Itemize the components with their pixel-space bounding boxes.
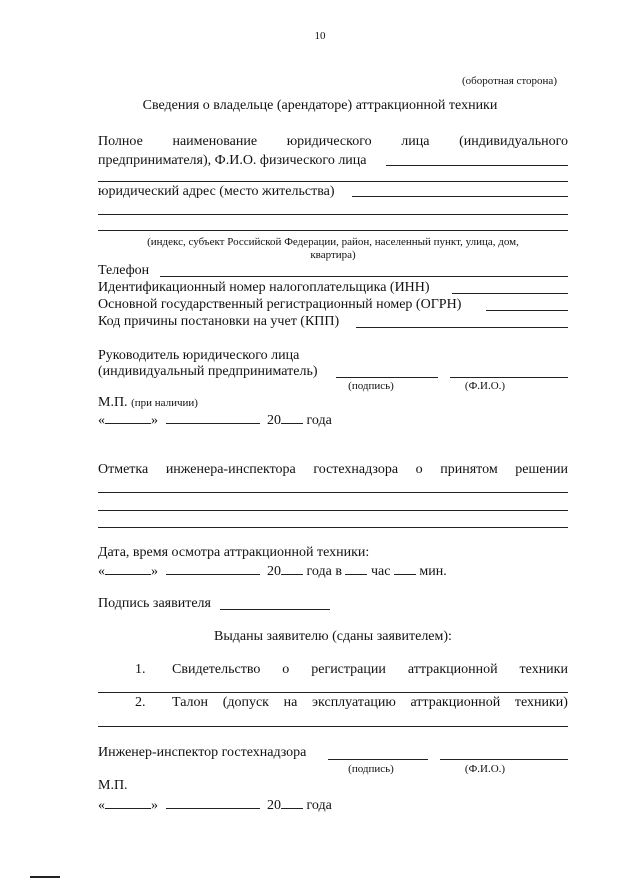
reverse-side-note: (оборотная сторона) (462, 75, 557, 87)
inspector-label: Инженер-инспектор гостехнадзора (98, 745, 307, 760)
stamp-2-date-line: « » 20 года (98, 798, 332, 813)
address-hint: (индекс, субъект Российской Федерации, район, населенный пункт, улица, дом, (147, 236, 519, 248)
inspection-minute-field[interactable] (394, 563, 416, 575)
ogrn-label: Основной государственный регистрационный номер (ОГРН) (98, 297, 462, 312)
kpp-field[interactable] (356, 327, 568, 328)
phone-field[interactable] (160, 276, 568, 277)
section-heading: Сведения о владельце (арендаторе) аттракционной техники (142, 98, 498, 113)
inspector-signature-caption: (подпись) (348, 763, 394, 775)
owner-name-label-line2: предпринимателя), Ф.И.О. физического лица (98, 153, 367, 168)
owner-name-label-line1: Полное наименование юридического лица (индивидуального (98, 134, 568, 149)
stamp-date-line: « » 20 года (98, 413, 332, 428)
legal-address-label: юридический адрес (место жительства) (98, 184, 335, 199)
inspector-fio-caption: (Ф.И.О.) (464, 763, 506, 775)
head-label-line1: Руководитель юридического лица (98, 348, 300, 363)
inspection-hour-field[interactable] (345, 563, 367, 575)
applicant-signature-label: Подпись заявителя (98, 596, 211, 611)
stamp-2-day-field[interactable] (105, 797, 151, 809)
inspector-mark-field-line2[interactable] (98, 510, 568, 511)
ogrn-field[interactable] (486, 310, 568, 311)
issued-item-1-number: 1. (135, 662, 146, 677)
inspector-fio-field[interactable] (440, 759, 568, 760)
address-hint-line2: квартира) (310, 249, 356, 261)
inn-field[interactable] (452, 293, 568, 294)
stamp-2-year-field[interactable] (281, 797, 303, 809)
inspection-day-field[interactable] (105, 563, 151, 575)
stamp-2-label: М.П. (98, 778, 128, 793)
inspector-mark-field-line3[interactable] (98, 527, 568, 528)
head-fio-caption: (Ф.И.О.) (464, 380, 506, 392)
owner-name-field-line2[interactable] (98, 181, 568, 182)
inspection-year-field[interactable] (281, 563, 303, 575)
head-signature-caption: (подпись) (348, 380, 394, 392)
inspection-month-field[interactable] (166, 563, 260, 575)
stamp-day-field[interactable] (105, 412, 151, 424)
legal-address-field-line3[interactable] (98, 230, 568, 231)
scan-edge-mark (30, 876, 60, 878)
kpp-label: Код причины постановки на учет (КПП) (98, 314, 340, 329)
issued-item-1-text: Свидетельство о регистрации аттракционной техники (172, 662, 568, 677)
issued-item-2-field[interactable] (98, 726, 568, 727)
inspection-datetime-label: Дата, время осмотра аттракционной техники: (98, 545, 370, 560)
inspection-date-line: « » 20 года в час мин. (98, 564, 447, 579)
legal-address-field-line2[interactable] (98, 214, 568, 215)
head-label-line2: (индивидуальный предприниматель) (98, 364, 318, 379)
phone-label: Телефон (98, 263, 150, 278)
issued-item-2-number: 2. (135, 695, 146, 710)
page-number: 10 (314, 30, 326, 42)
stamp-month-field[interactable] (166, 412, 260, 424)
issued-heading: Выданы заявителю (сданы заявителем): (214, 629, 452, 644)
stamp-mp: М.П. (98, 395, 128, 410)
owner-name-field[interactable] (386, 165, 568, 166)
inspector-signature-field[interactable] (328, 759, 428, 760)
head-fio-field[interactable] (450, 377, 568, 378)
inspector-mark-label: Отметка инженера-инспектора гостехнадзора о принятом решении (98, 462, 568, 477)
stamp-label (98, 395, 198, 411)
inspector-mark-field-line1[interactable] (98, 492, 568, 493)
legal-address-field[interactable] (352, 196, 568, 197)
inn-label: Идентификационный номер налогоплательщика (ИНН) (98, 280, 430, 295)
stamp-2-month-field[interactable] (166, 797, 260, 809)
stamp-year-field[interactable] (281, 412, 303, 424)
stamp-mp-note: (при наличии) (131, 397, 198, 409)
applicant-signature-field[interactable] (220, 609, 330, 610)
head-signature-field[interactable] (336, 377, 438, 378)
issued-item-2-text: Талон (допуск на эксплуатацию аттракционной техники) (172, 695, 568, 710)
issued-item-1-field[interactable] (98, 692, 568, 693)
